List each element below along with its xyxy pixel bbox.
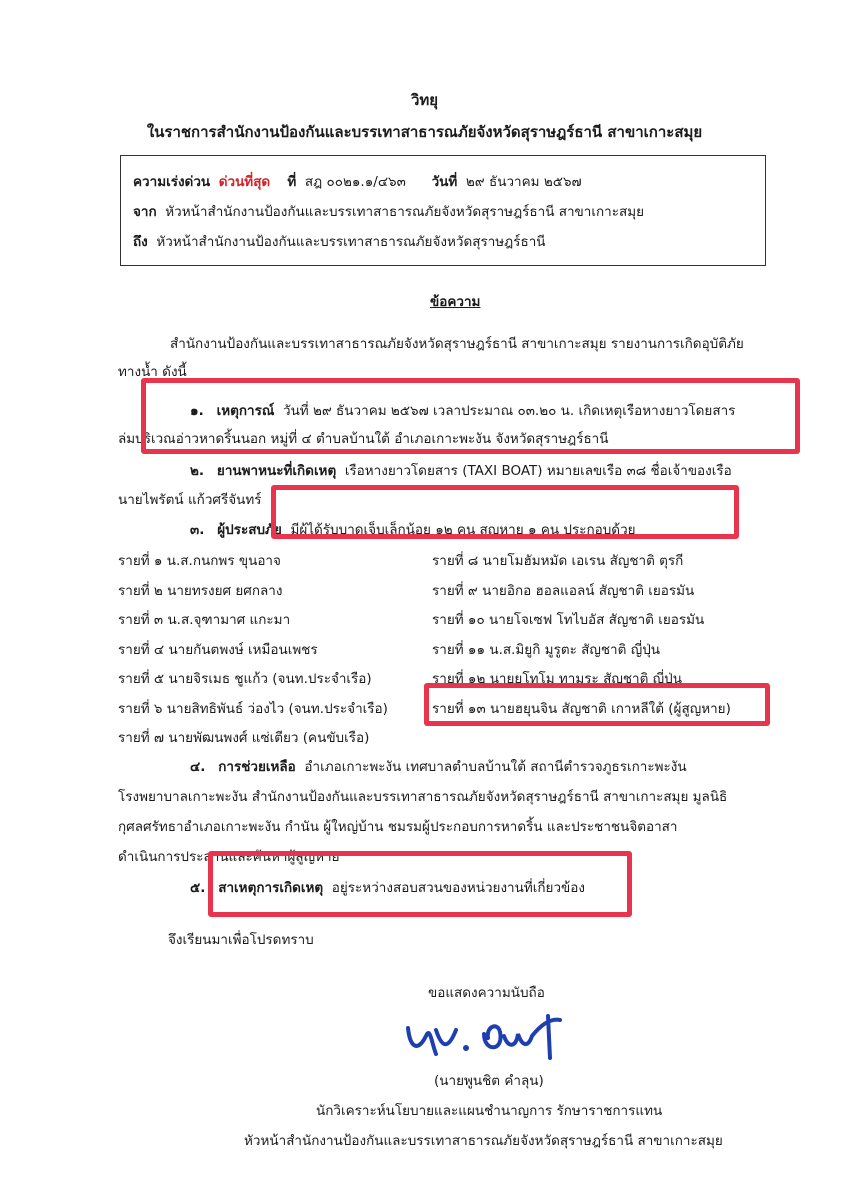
urgency-row [133, 170, 582, 192]
victim-item: รายที่ ๑๒ นายยูโทโม ทามูระ สัญชาติ ญี่ปุ่น [432, 671, 682, 687]
highlight-box-incident [141, 378, 800, 454]
item-4-line-3: กุศลศรัทธาอำเภอเกาะพะงัน กำนัน ผู้ใหญ่บ้าน ชมรมผู้ประกอบการหาดริ้น และประชาชนจิตอาสา [118, 819, 678, 835]
victim-item: รายที่ ๘ นายโมฮัมหมัด เอเรน สัญชาติ ตุรกี [432, 553, 684, 569]
from-row [133, 200, 644, 222]
item-2-line-1 [190, 459, 732, 481]
signer-position-1: นักวิเคราะห์นโยบายและแผนชำนาญการ รักษาราชการแทน [316, 1103, 663, 1119]
intro-line-2: ทางน้ำ ดังนี้ [118, 364, 187, 380]
memo-header-box [120, 155, 766, 266]
document-subtitle: ในราชการสำนักงานป้องกันและบรรเทาสาธารณภัยจังหวัดสุราษฎร์ธานี สาขาเกาะสมุย [146, 123, 703, 141]
highlight-box-cause [208, 851, 632, 917]
victim-item: รายที่ ๑๑ น.ส.มิยูกิ มูรูตะ สัญชาติ ญี่ปุ่น [432, 641, 660, 658]
item-4-number: ๔. [190, 759, 206, 775]
item-4-label: การช่วยเหลือ [218, 759, 296, 775]
victim-item: รายที่ ๗ นายพัฒนพงศ์ แซ่เตียว (คนขับเรือ) [118, 730, 370, 746]
from-value: หัวหน้าสำนักงานป้องกันและบรรเทาสาธารณภัยจังหวัดสุราษฎร์ธานี สาขาเกาะสมุย [165, 204, 645, 220]
item-4-line-4: ดำเนินการประสานและค้นหาผู้สูญหาย [118, 849, 340, 865]
ref-label: ที่ [287, 174, 297, 190]
item-4-line-1 [190, 755, 687, 777]
item-2-text: เรือหางยาวโดยสาร (TAXI BOAT) หมายเลขเรือ ๓๘ ชื่อเจ้าของเรือ [344, 463, 732, 479]
regards-text: ขอแสดงความนับถือ [428, 985, 545, 1001]
intro-line-1: สำนักงานป้องกันและบรรเทาสาธารณภัยจังหวัดสุราษฎร์ธานี สาขาเกาะสมุย รายงานการเกิดอุบัติภัย [170, 336, 744, 352]
section-title: ข้อความ [430, 294, 481, 310]
item-1-text: วันที่ ๒๙ ธันวาคม ๒๕๖๗ เวลาประมาณ ๐๓.๒๐ น. เกิดเหตุเรือหางยาวโดยสาร [282, 403, 736, 419]
victim-item: รายที่ ๑๓ นายฮยุนจิน สัญชาติ เกาหลีใต้ (ผู้สูญหาย) [432, 700, 731, 717]
item-3-text: มีผู้ได้รับบาดเจ็บเล็กน้อย ๑๒ คน สูญหาย ๑ คน ประกอบด้วย [290, 522, 636, 538]
highlight-box-missing-person [424, 683, 770, 726]
victim-item: รายที่ ๒ นายทรงยศ ยศกลาง [118, 582, 283, 599]
victim-item: รายที่ ๖ นายสิทธิพันธ์ ว่องไว (จนท.ประจำเรือ) [118, 700, 388, 717]
item-5-text: อยู่ระหว่างสอบสวนของหน่วยงานที่เกี่ยวข้อง [331, 880, 585, 896]
item-4-text: อำเภอเกาะพะงัน เทศบาลตำบลบ้านใต้ สถานีตำรวจภูธรเกาะพะงัน [304, 759, 687, 775]
handwritten-signature [400, 1008, 580, 1068]
item-2-number: ๒. [190, 463, 205, 479]
victim-item: รายที่ ๙ นายอิกอ ฮอลแอลน์ สัญชาติ เยอรมัน [432, 582, 695, 599]
item-5-number: ๕. [190, 880, 206, 896]
to-value: หัวหน้าสำนักงานป้องกันและบรรเทาสาธารณภัยจังหวัดสุราษฎร์ธานี [156, 234, 546, 250]
item-1-line-2: ล่มบริเวณอ่าวหาดริ้นนอก หมู่ที่ ๔ ตำบลบ้านใต้ อำเภอเกาะพะงัน จังหวัดสุราษฎร์ธานี [118, 431, 609, 447]
urgency-label: ความเร่งด่วน [133, 174, 211, 190]
victim-item: รายที่ ๑ น.ส.กนกพร ขุนอาจ [118, 553, 281, 569]
document-type-title: วิทยุ [410, 91, 439, 109]
signer-position-2: หัวหน้าสำนักงานป้องกันและบรรเทาสาธารณภัยจังหวัดสุราษฎร์ธานี สาขาเกาะสมุย [244, 1133, 723, 1149]
victim-item: รายที่ ๔ นายกันตพงษ์ เหมือนเพชร [118, 641, 318, 658]
urgency-value: ด่วนที่สุด [218, 174, 271, 190]
signer-name: (นายพูนชิต คำลุน) [434, 1073, 544, 1089]
item-5-label: สาเหตุการเกิดเหตุ [218, 880, 324, 896]
item-1-label: เหตุการณ์ [216, 403, 275, 419]
victim-item: รายที่ ๓ น.ส.จุฑามาศ แกะมา [118, 612, 291, 628]
item-3-label: ผู้ประสบภัย [217, 522, 282, 538]
victim-item: รายที่ ๑๐ นายโจเซฟ โทไบอัส สัญชาติ เยอรมัน [432, 612, 705, 628]
from-label: จาก [133, 204, 157, 220]
date-value: ๒๙ ธันวาคม ๒๕๖๗ [465, 174, 582, 190]
date-label: วันที่ [431, 174, 458, 190]
item-3-number: ๓. [190, 522, 205, 538]
victim-item: รายที่ ๕ นายจิรเมธ ชูแก้ว (จนท.ประจำเรือ) [118, 671, 372, 687]
closing-text: จึงเรียนมาเพื่อโปรดทราบ [168, 932, 314, 948]
to-row [133, 230, 546, 252]
victims-left-column [118, 547, 388, 754]
ref-value: สฎ ๐๐๒๑.๑/๔๖๓ [304, 174, 406, 190]
highlight-box-victims [271, 485, 739, 539]
item-4-line-2: โรงพยาบาลเกาะพะงัน สำนักงานป้องกันและบรรเทาสาธารณภัยจังหวัดสุราษฎร์ธานี สาขาเกาะสมุย มูลนิธิ [118, 789, 728, 805]
item-2-label: ยานพาหนะที่เกิดเหตุ [216, 463, 337, 479]
item-1-number: ๑. [190, 403, 204, 419]
item-2-line-2: นายไพรัตน์ แก้วศรีจันทร์ [118, 492, 262, 508]
to-label: ถึง [133, 234, 148, 250]
